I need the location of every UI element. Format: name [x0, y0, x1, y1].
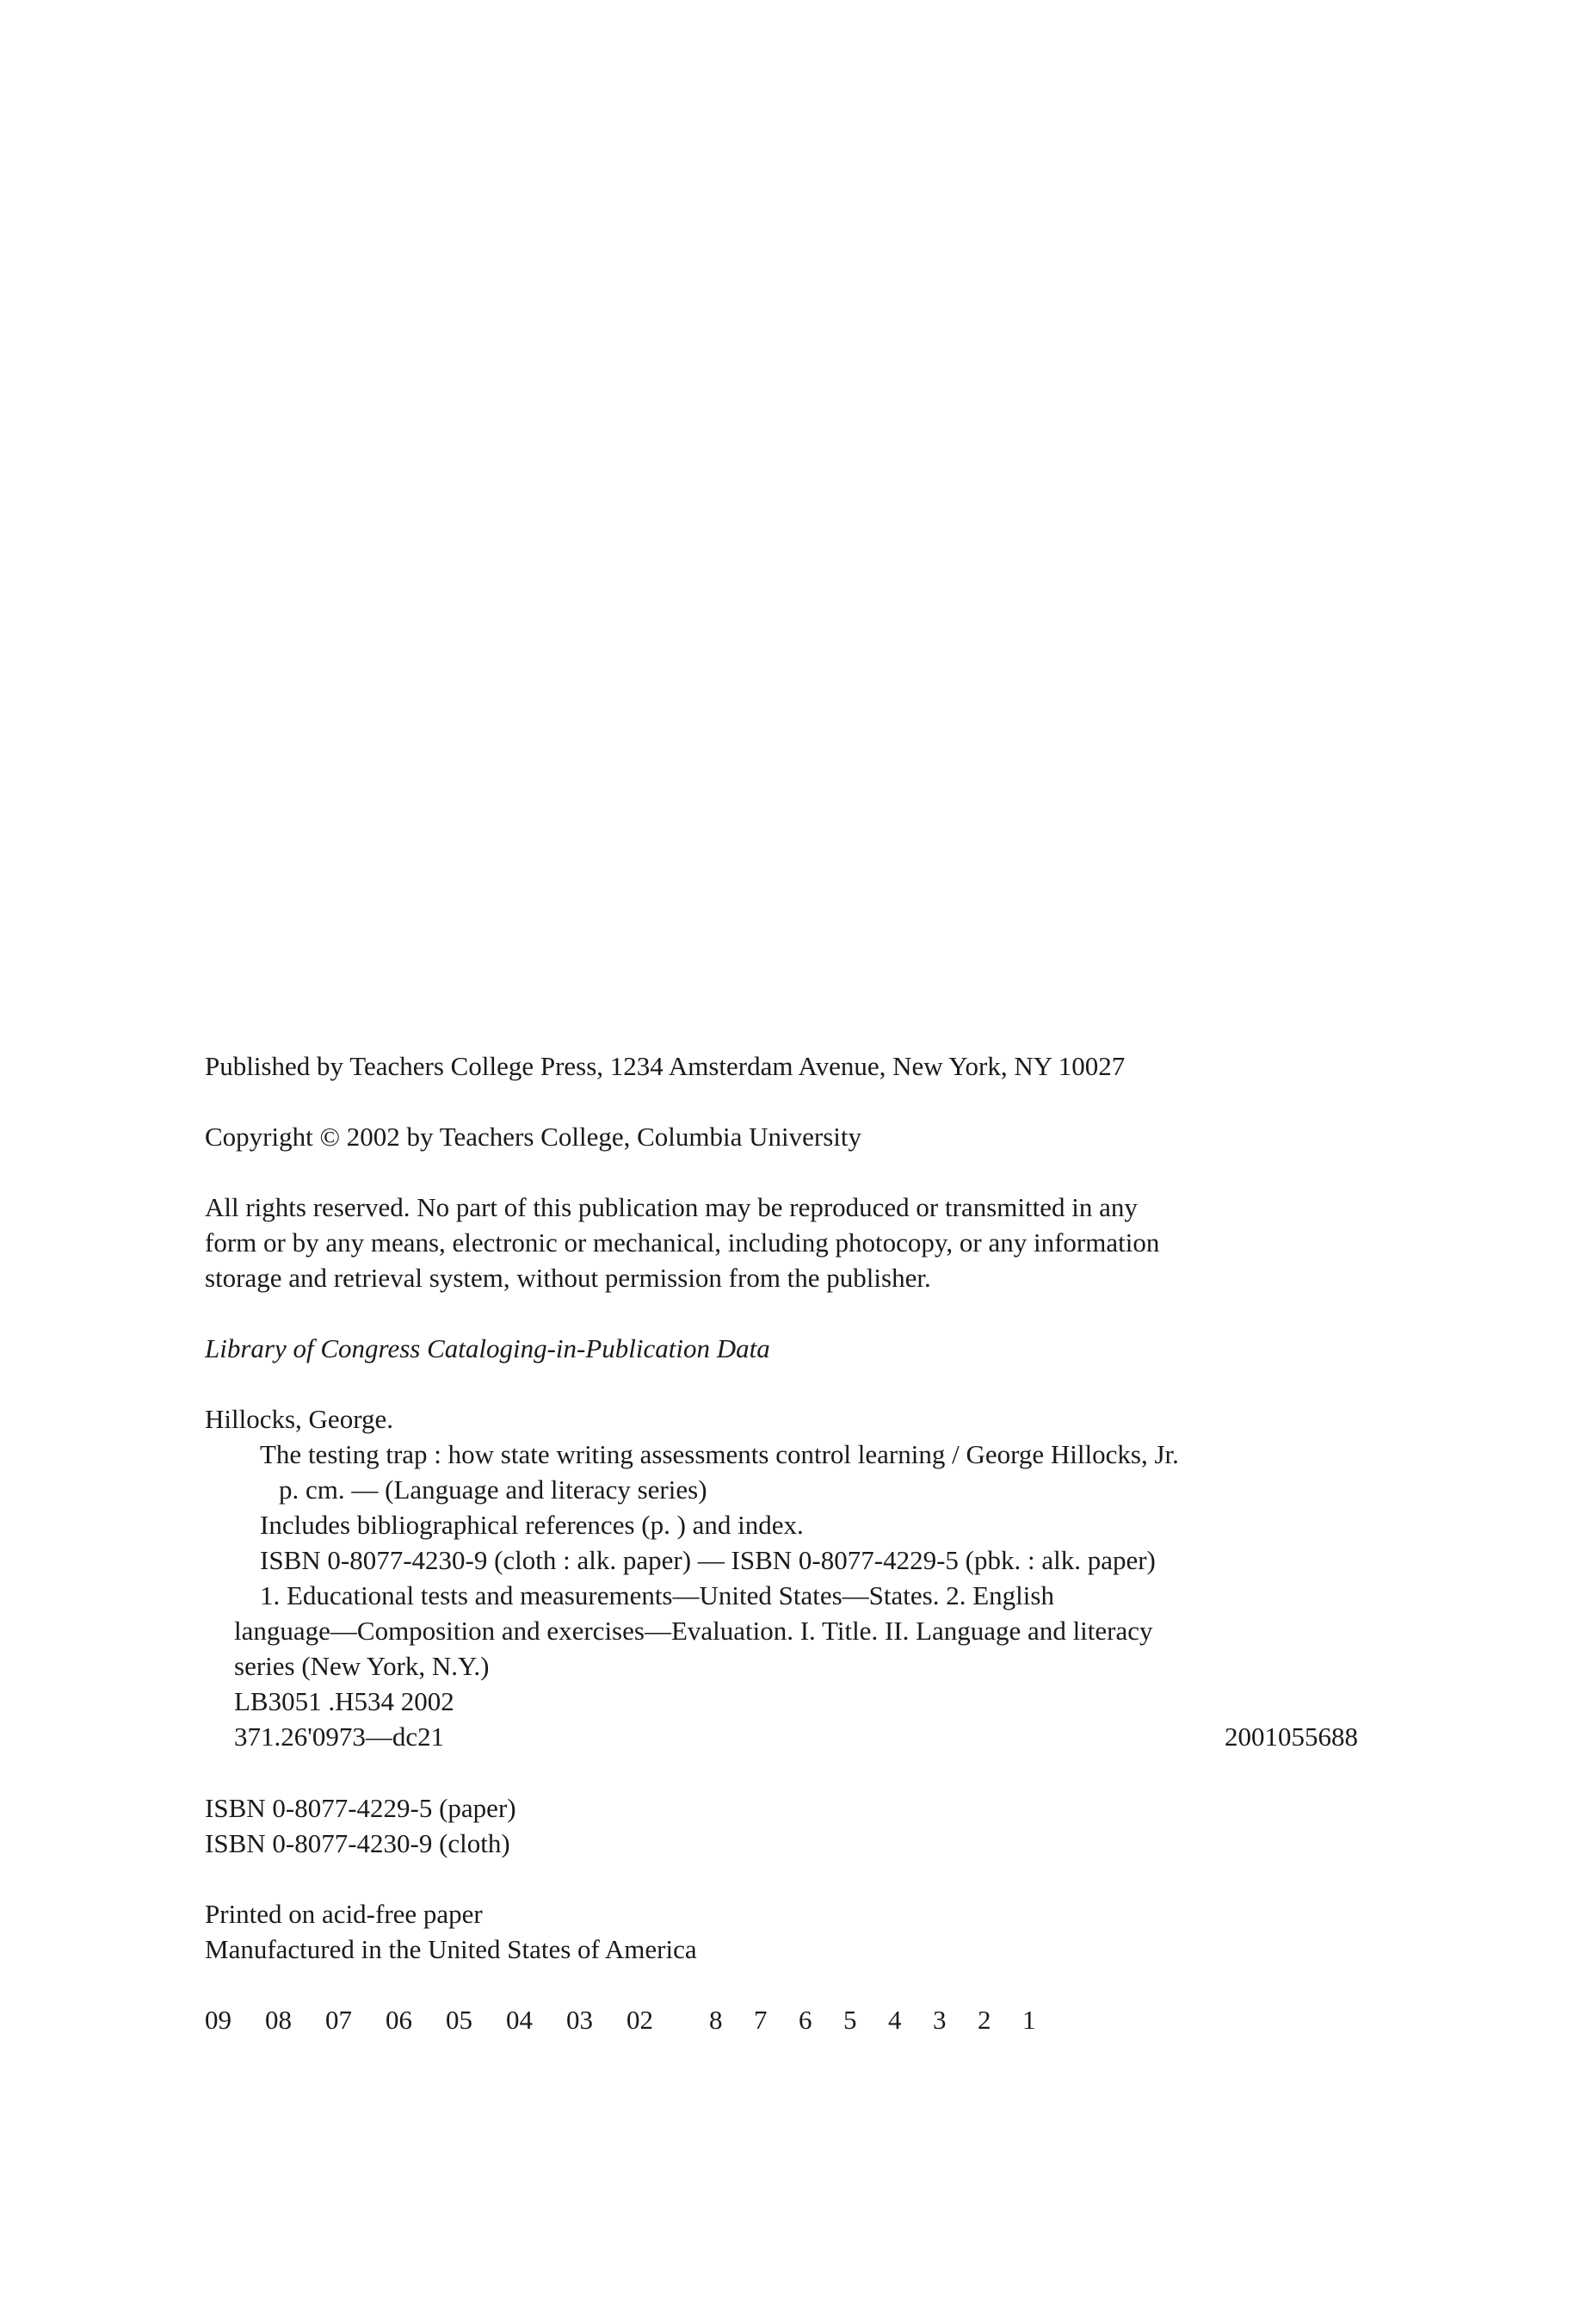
cip-bibliography: Includes bibliographical references (p. ) and index. [260, 1510, 804, 1540]
cip-title: The testing trap : how state writing assessments control learning / George Hillocks, Jr. [260, 1439, 1179, 1469]
cip-dewey: 371.26'0973—dc21 [234, 1721, 445, 1752]
print-number: 4 [888, 2005, 902, 2035]
copyright-line: Copyright © 2002 by Teachers College, Columbia University [205, 1122, 861, 1152]
cip-isbn: ISBN 0-8077-4230-9 (cloth : alk. paper) — ISBN 0-8077-4229-5 (pbk. : alk. paper) [260, 1545, 1156, 1575]
print-year: 05 [446, 2005, 472, 2035]
rights-line: All rights reserved. No part of this publication may be reproduced or transmitted in any [205, 1192, 1138, 1222]
isbn-cloth: ISBN 0-8077-4230-9 (cloth) [205, 1828, 510, 1858]
printing-info [205, 1896, 1358, 1967]
publisher-line: Published by Teachers College Press, 1234 Amsterdam Avenue, New York, NY 10027 [205, 1051, 1126, 1081]
print-number: 5 [843, 2005, 857, 2035]
rights-statement [205, 1190, 1358, 1295]
cip-author: Hillocks, George. [205, 1404, 393, 1434]
acid-free-note: Printed on acid-free paper [205, 1899, 483, 1929]
rights-line: storage and retrieval system, without permission from the publisher. [205, 1263, 931, 1293]
isbn-list [205, 1790, 1358, 1861]
cip-lccn: 2001055688 [1225, 1721, 1358, 1752]
print-year: 04 [506, 2005, 533, 2035]
print-number: 7 [754, 2005, 768, 2035]
cip-subject: language—Composition and exercises—Evaluation. I. Title. II. Language and literacy [234, 1616, 1153, 1646]
cip-lc-number: LB3051 .H534 2002 [234, 1686, 454, 1716]
cip-subject: 1. Educational tests and measurements—United States—States. 2. English [260, 1580, 1054, 1610]
print-year: 02 [626, 2005, 653, 2035]
print-year: 07 [325, 2005, 352, 2035]
print-year: 06 [386, 2005, 412, 2035]
isbn-paper: ISBN 0-8077-4229-5 (paper) [205, 1793, 516, 1823]
cip-series: p. cm. — (Language and literacy series) [279, 1474, 707, 1505]
printing-line [205, 2002, 1358, 2037]
print-year: 03 [566, 2005, 593, 2035]
cip-heading: Library of Congress Cataloging-in-Publication Data [205, 1333, 770, 1363]
print-year: 09 [205, 2005, 231, 2035]
print-number: 6 [799, 2005, 812, 2035]
print-number: 2 [978, 2005, 991, 2035]
cip-record [205, 1401, 1358, 1754]
print-number: 3 [933, 2005, 947, 2035]
print-year: 08 [265, 2005, 292, 2035]
print-number: 8 [709, 2005, 723, 2035]
print-number: 1 [1022, 2005, 1036, 2035]
rights-line: form or by any means, electronic or mechanical, including photocopy, or any information [205, 1227, 1160, 1258]
cip-classification-row [205, 1719, 1358, 1754]
manufactured-note: Manufactured in the United States of America [205, 1934, 697, 1964]
cip-subject: series (New York, N.Y.) [234, 1651, 490, 1681]
